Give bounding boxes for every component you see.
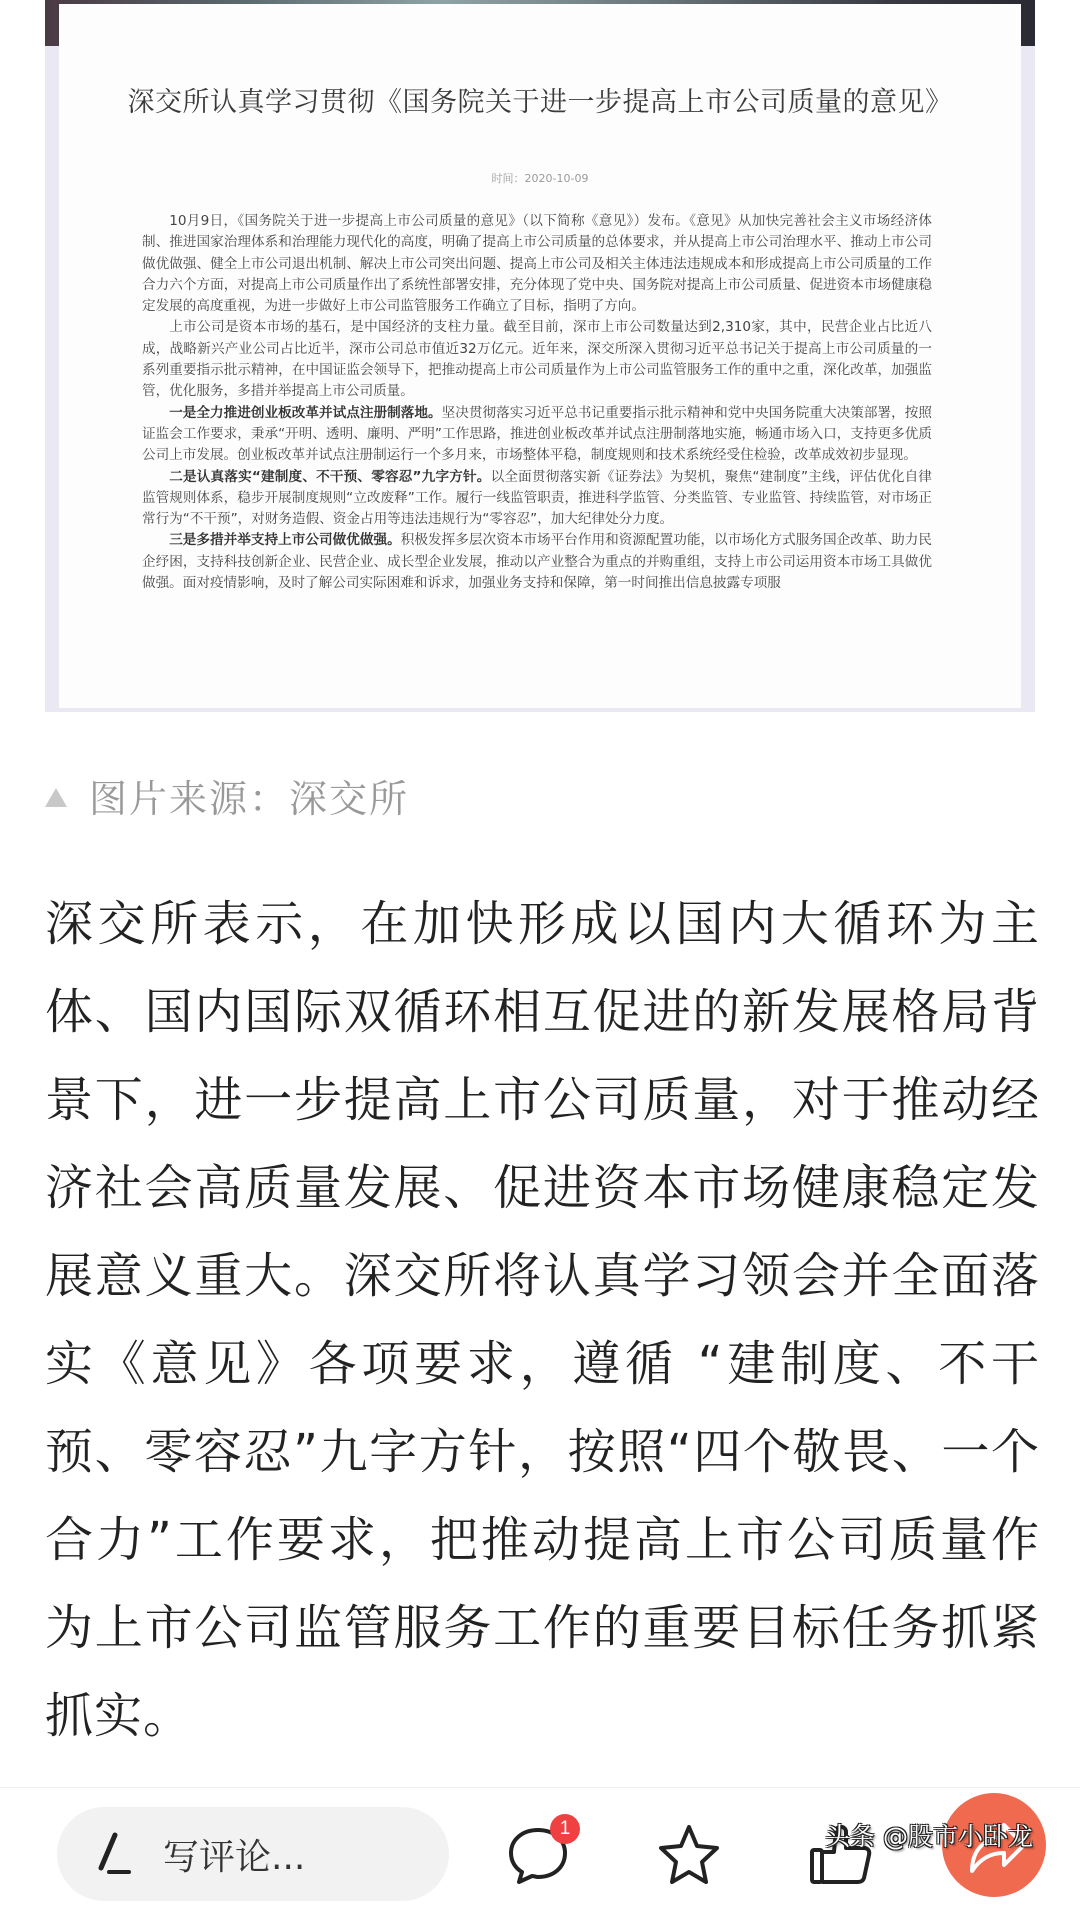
document-body [142, 211, 932, 594]
article-body [45, 880, 1040, 1760]
document-paragraph: 一是全力推进创业板改革并试点注册制落地。坚决贯彻落实习近平总书记重要指示批示精神和党中央国务院重大决策部署，按照证监会工作要求，秉承“开明、透明、廉明、严明”工作思路，推进创业板改革并试点注册制落地实施，畅通市场入口，支持更多优质公司上市发展。创业板改革并试点注册制运行一个多月来，市场整体平稳，制度规则和技术系统经受住检验，改革成效初步显现。 [142, 404, 933, 464]
document-paragraph: 二是认真落实“建制度、不干预、零容忍”九字方针。以全面贯彻落实新《证券法》为契机，聚焦“建制度”主线，评估优化自律监管规则体系，稳步开展制度规则“立改废释”工作。履行一线监管职责，推进科学监管、分类监管、专业监管、持续监管，对市场正常行为“不干预”，对财务造假、资金占用等违法违规行为“零容忍”，加大纪律处分力度。 [142, 468, 932, 528]
document-paragraph: 10月9日，《国务院关于进一步提高上市公司质量的意见》（以下简称《意见》）发布。《意见》从加快完善社会主义市场经济体制、推进国家治理体系和治理能力现代化的高度，明确了提高上市公司质量的总体要求，并从提高上市公司治理水平、推动上市公司做优做强、健全上市公司退出机制、解决上市公司突出问题、提高上市公司及相关主体违法违规成本和形成提高上市公司质量的工作合力六个方面，对提高上市公司质量作出了系统性部署安排，充分体现了党中央、国务院对提高上市公司质量、促进资本市场健康稳定发展的高度重视，为进一步做好上市公司监管服务工作确立了目标，指明了方向。 [142, 213, 932, 315]
image-caption [45, 770, 409, 820]
document-paragraph: 上市公司是资本市场的基石，是中国经济的支柱力量。截至目前，深市上市公司数量达到2,310家，其中，民营企业占比近八成，战略新兴产业公司占比近半，深市公司总市值近32万亿元。近年来，深交所深入贯彻习近平总书记关于提高上市公司质量的一系列重要指示批示精神，在中国证监会领导下，把推动提高上市公司质量作为上市公司监管服务工作的重中之重，深化改革，加强监管，优化服务，多措并举提高上市公司质量。 [142, 319, 932, 400]
embedded-document-page [59, 4, 1021, 708]
document-date: 时间：2020-10-09 [491, 172, 589, 185]
write-comment-input[interactable] [57, 1807, 449, 1901]
source-watermark: 头条 @股市小卧龙 [825, 1822, 1033, 1851]
star-icon[interactable] [656, 1822, 722, 1888]
embedded-article-image[interactable] [45, 0, 1035, 712]
comment-placeholder: 写评论... [163, 1836, 306, 1878]
pen-icon [95, 1832, 135, 1876]
triangle-up-icon [45, 788, 67, 807]
article-paragraph: 深交所表示，在加快形成以国内大循环为主体、国内国际双循环相互促进的新发展格局背景下，进一步提高上市公司质量，对于推动经济社会高质量发展、促进资本市场健康稳定发展意义重大。深交所将认真学习领会并全面落实《意见》各项要求，遵循 “建制度、不干预、零容忍”九字方针，按照“四个敬畏、一个合力”工作要求，把推动提高上市公司质量作为上市公司监管服务工作的重要目标任务抓紧抓实。 [45, 896, 1040, 1744]
comment-count-badge: 1 [550, 1814, 580, 1844]
document-title: 深交所认真学习贯彻《国务院关于进一步提高上市公司质量的意见》 [127, 87, 953, 118]
caption-text: 图片来源：深交所 [89, 776, 410, 821]
document-paragraph: 三是多措并举支持上市公司做优做强。积极发挥多层次资本市场平台作用和资源配置功能，以市场化方式服务国企改革、助力民企纾困，支持科技创新企业、民营企业、成长型企业发展，推动以产业整合为重点的并购重组，支持上市公司运用资本市场工具做优做强。面对疫情影响，及时了解公司实际困难和诉求，加强业务支持和保障，第一时间推出信息披露专项服 [142, 532, 932, 592]
